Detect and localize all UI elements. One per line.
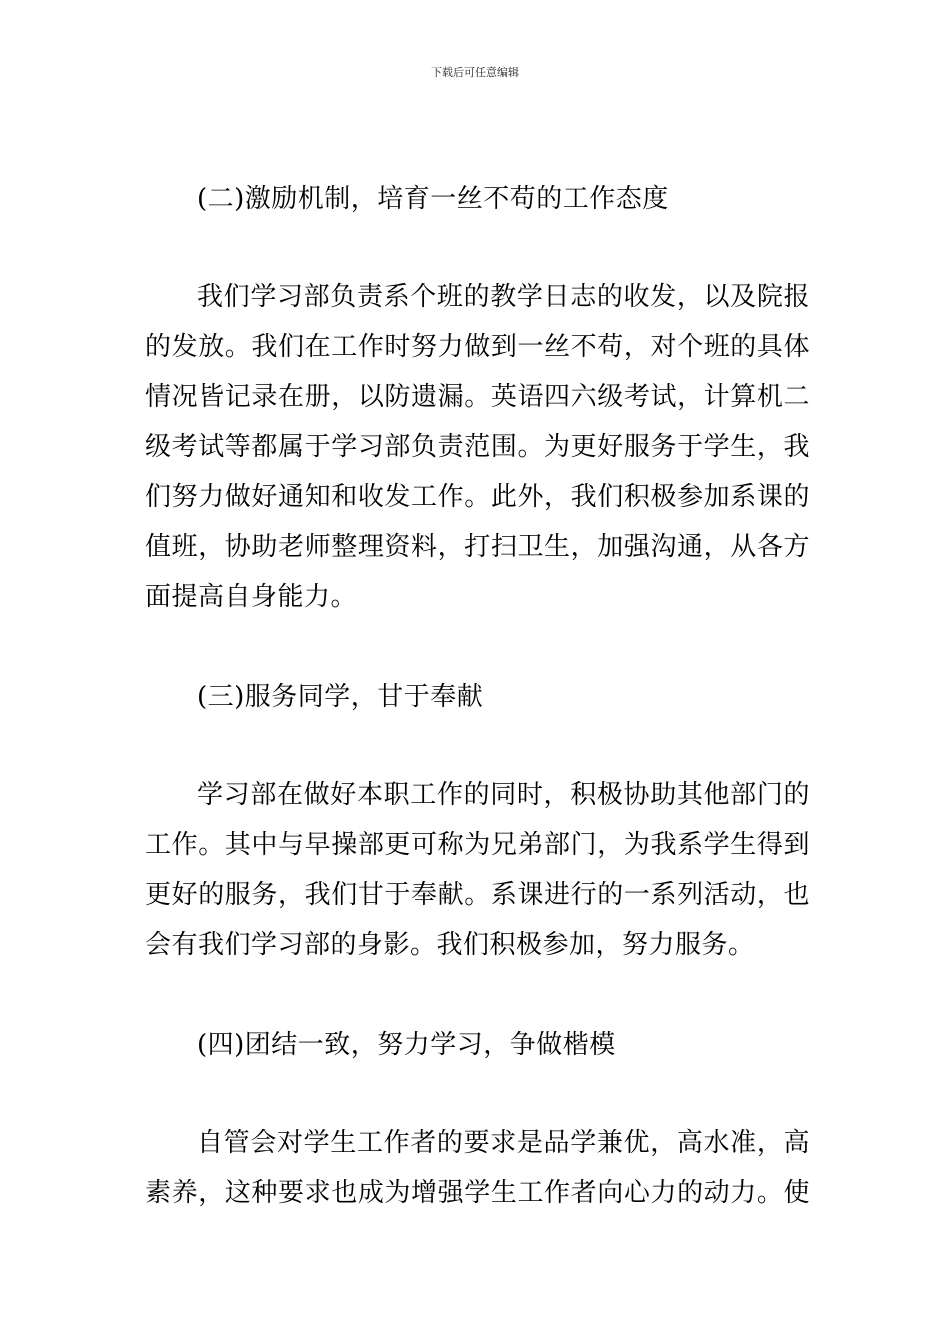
- section-heading: (三)服务同学，甘于奉献: [197, 682, 484, 712]
- paragraph-line: 会有我们学习部的身影。我们积极参加，努力服务。: [145, 930, 755, 960]
- paragraph-line: 的发放。我们在工作时努力做到一丝不苟，对个班的具体: [145, 332, 810, 362]
- section-heading: (二)激励机制，培育一丝不苟的工作态度: [197, 184, 669, 214]
- section-paragraph: [145, 1118, 810, 1218]
- paragraph-line: 工作。其中与早操部更可称为兄弟部门，为我系学生得到: [145, 830, 810, 860]
- section-paragraph: [145, 770, 810, 970]
- paragraph-line: 们努力做好通知和收发工作。此外，我们积极参加系课的: [145, 482, 810, 512]
- paragraph-line: 更好的服务，我们甘于奉献。系课进行的一系列活动，也: [145, 880, 810, 910]
- paragraph-line: 学习部在做好本职工作的同时，积极协助其他部门的: [197, 780, 810, 810]
- paragraph-line: 值班，协助老师整理资料，打扫卫生，加强沟通，从各方: [145, 532, 810, 562]
- paragraph-line: 情况皆记录在册，以防遗漏。英语四六级考试，计算机二: [145, 382, 810, 412]
- paragraph-line: 素养，这种要求也成为增强学生工作者向心力的动力。使: [145, 1178, 810, 1208]
- paragraph-line: 我们学习部负责系个班的教学日志的收发，以及院报: [197, 282, 810, 312]
- paragraph-line: 面提高自身能力。: [145, 582, 358, 612]
- paragraph-line: 自管会对学生工作者的要求是品学兼优，高水准，高: [197, 1128, 810, 1158]
- section-paragraph: [145, 272, 810, 622]
- header-note: 下载后可任意编辑: [431, 66, 519, 79]
- paragraph-line: 级考试等都属于学习部负责范围。为更好服务于学生，我: [145, 432, 810, 462]
- section-heading: (四)团结一致，努力学习，争做楷模: [197, 1030, 616, 1060]
